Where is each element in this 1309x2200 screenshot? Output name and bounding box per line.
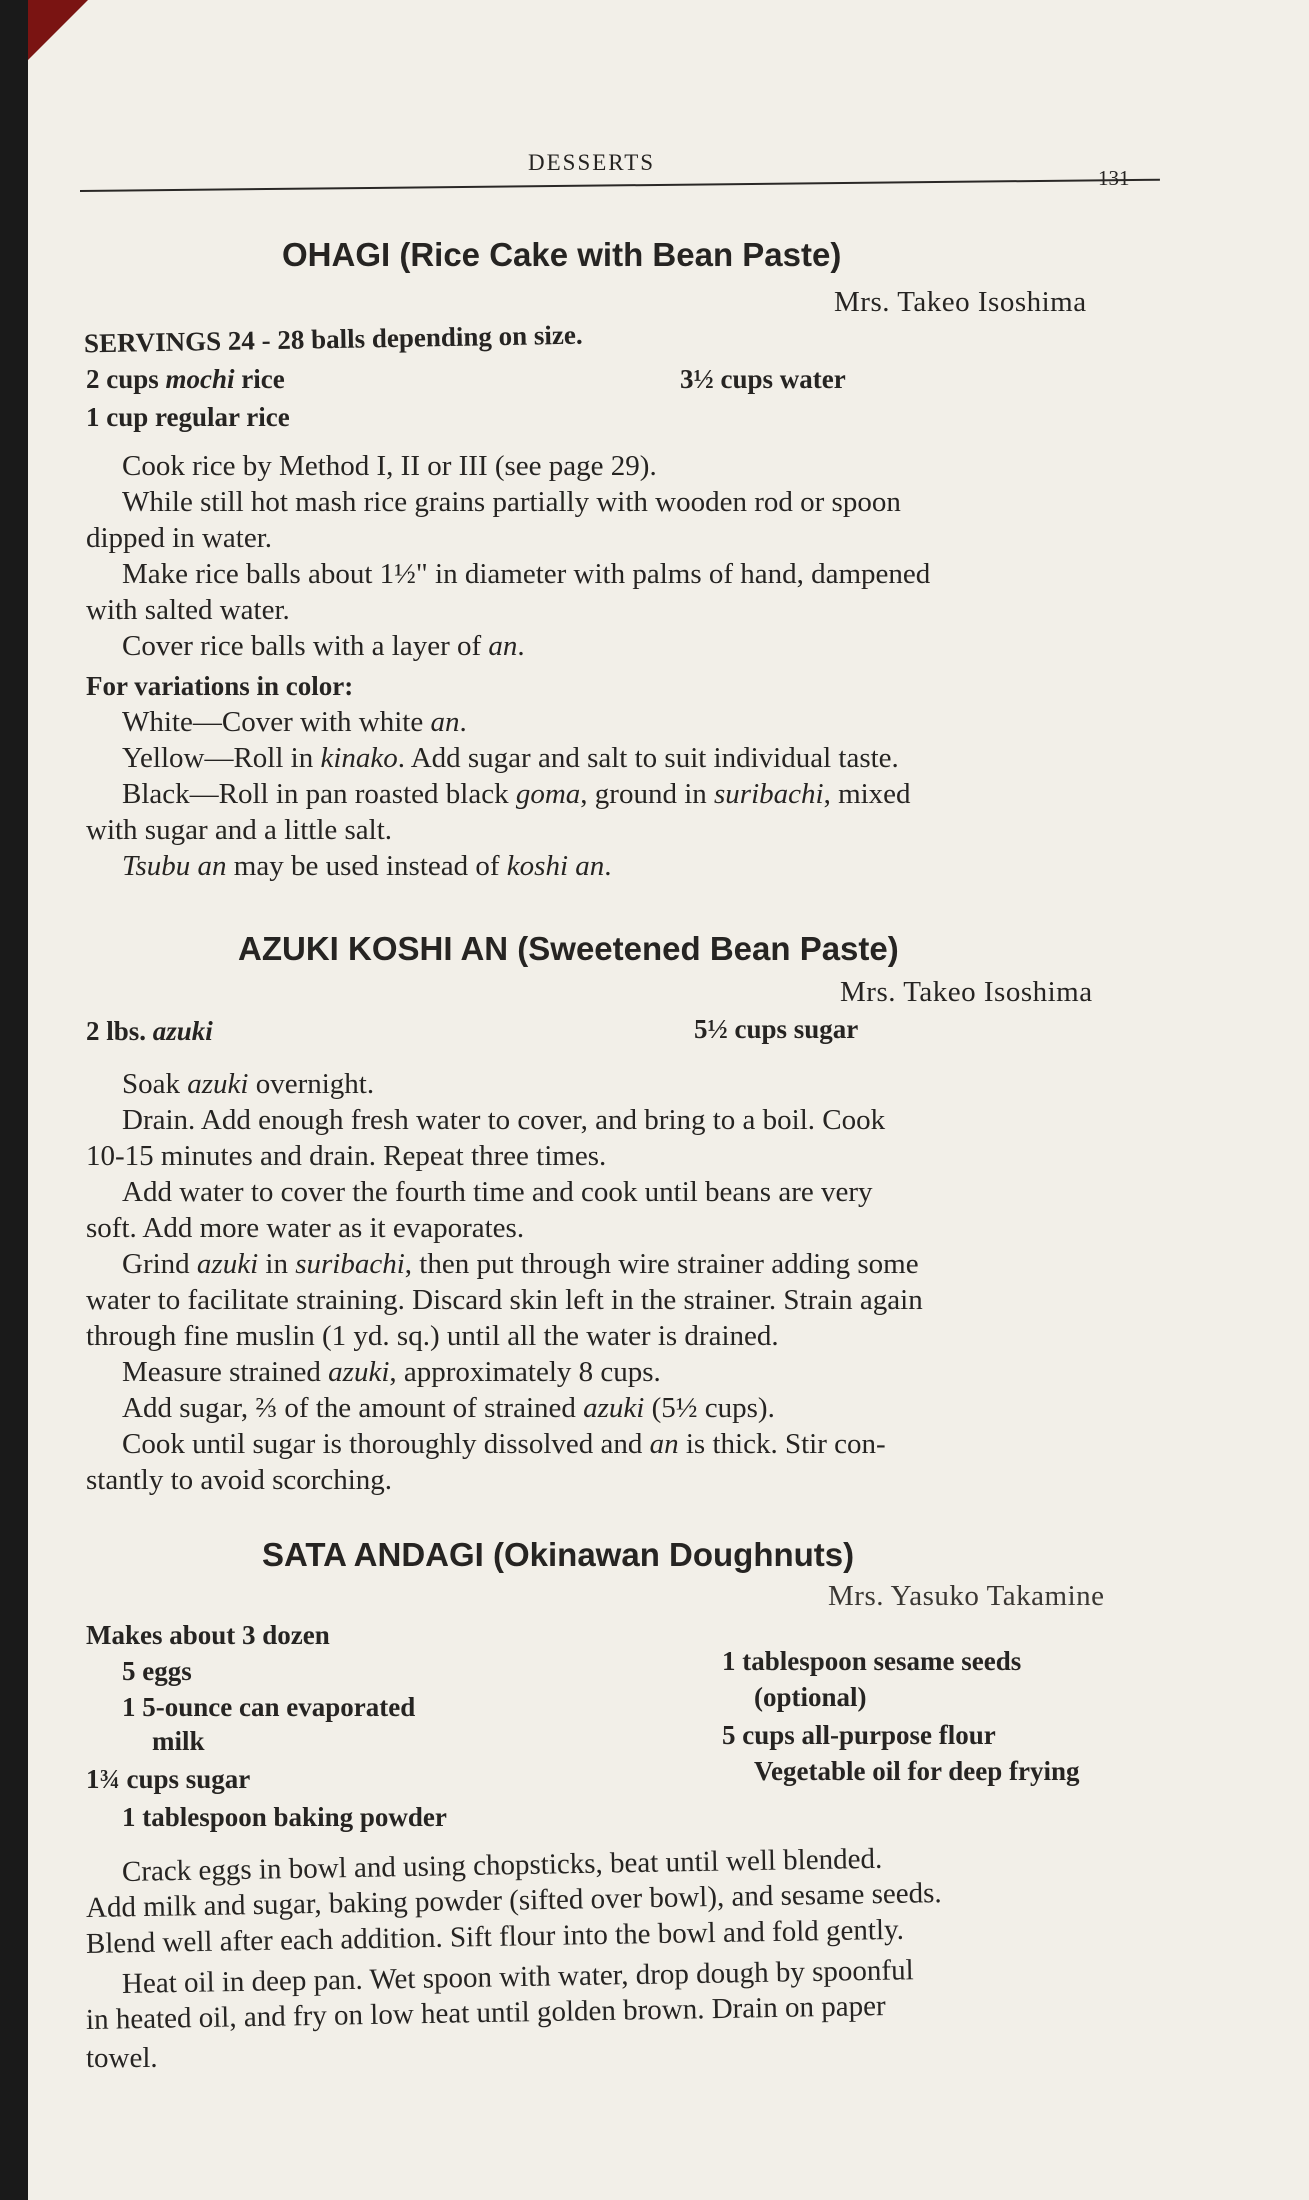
ingredient: 1 cup regular rice xyxy=(86,402,290,432)
ingredient: 5 eggs xyxy=(122,1656,192,1686)
servings-ohagi: SERVINGS 24 - 28 balls depending on size. xyxy=(83,319,583,359)
step-text: Measure strained azuki, approximately 8 cups. xyxy=(122,1356,661,1388)
ingredient: milk xyxy=(152,1726,205,1756)
step-text: soft. Add more water as it evaporates. xyxy=(86,1212,525,1244)
step-text: stantly to avoid scorching. xyxy=(86,1464,393,1496)
page-number: 131 xyxy=(1098,166,1130,190)
step-text: Heat oil in deep pan. Wet spoon with water, drop dough by spoonful xyxy=(121,1954,914,2000)
step-text: Cook rice by Method I, II or III (see page 29). xyxy=(122,450,657,482)
running-head: DESSERTS xyxy=(528,150,656,175)
step-text: with salted water. xyxy=(86,594,290,626)
ingredient: (optional) xyxy=(754,1682,867,1712)
step-text: Make rice balls about 1½" in diameter with palms of hand, dampened xyxy=(122,558,931,590)
ingredient: 5 cups all-purpose flour xyxy=(722,1720,996,1750)
recipe-author-ohagi: Mrs. Takeo Isoshima xyxy=(834,286,1087,318)
step-text: 10-15 minutes and drain. Repeat three times. xyxy=(86,1140,607,1172)
step-text: Yellow—Roll in kinako. Add sugar and salt to suit individual taste. xyxy=(122,742,899,774)
step-text: Add water to cover the fourth time and cook until beans are very xyxy=(122,1176,873,1208)
step-text: Tsubu an may be used instead of koshi an. xyxy=(122,850,612,882)
step-text: Cover rice balls with a layer of an. xyxy=(122,630,525,662)
step-text: Crack eggs in bowl and using chopsticks, beat until well blended. xyxy=(121,1842,883,1888)
cookbook-page xyxy=(28,0,1309,2200)
step-text: dipped in water. xyxy=(86,522,273,554)
ingredient: 3½ cups water xyxy=(680,364,846,394)
recipe-title-ohagi: OHAGI (Rice Cake with Bean Paste) xyxy=(282,236,842,273)
step-text: White—Cover with white an. xyxy=(122,706,467,738)
recipe-author-sata-andagi: Mrs. Yasuko Takamine xyxy=(828,1580,1105,1612)
ingredient: 1 tablespoon baking powder xyxy=(122,1802,447,1832)
ingredient: Vegetable oil for deep frying xyxy=(754,1756,1080,1786)
recipe-title-sata-andagi: SATA ANDAGI (Okinawan Doughnuts) xyxy=(262,1536,855,1573)
step-text: through fine muslin (1 yd. sq.) until all the water is drained. xyxy=(86,1320,779,1352)
step-text: Black—Roll in pan roasted black goma, ground in suribachi, mixed xyxy=(122,778,911,810)
header-rule xyxy=(80,179,1160,192)
step-text: water to facilitate straining. Discard skin left in the strainer. Strain again xyxy=(86,1284,923,1316)
step-text: While still hot mash rice grains partially with wooden rod or spoon xyxy=(122,486,901,518)
ingredient: 1 tablespoon sesame seeds xyxy=(722,1646,1022,1676)
step-text: Soak azuki overnight. xyxy=(122,1068,375,1100)
recipe-author-azuki: Mrs. Takeo Isoshima xyxy=(840,976,1093,1008)
step-text: in heated oil, and fry on low heat until golden brown. Drain on paper xyxy=(85,1990,886,2036)
variations-heading: For variations in color: xyxy=(86,671,354,701)
step-text: Blend well after each addition. Sift flour into the bowl and fold gently. xyxy=(85,1913,905,1960)
ingredient: 1 5-ounce can evaporated xyxy=(122,1692,416,1722)
step-text: towel. xyxy=(86,2042,158,2074)
step-text: Grind azuki in suribachi, then put through wire strainer adding some xyxy=(122,1248,919,1280)
book-cover-corner xyxy=(28,0,88,60)
ingredient: 5½ cups sugar xyxy=(694,1014,859,1044)
ingredient: 2 lbs. azuki xyxy=(86,1016,213,1046)
step-text: Add milk and sugar, baking powder (sifted over bowl), and sesame seeds. xyxy=(85,1877,942,1924)
ingredient: 1¾ cups sugar xyxy=(86,1764,251,1794)
ingredient: 2 cups mochi rice xyxy=(86,364,285,394)
yield-text: Makes about 3 dozen xyxy=(86,1620,330,1650)
recipe-title-azuki: AZUKI KOSHI AN (Sweetened Bean Paste) xyxy=(238,930,899,967)
step-text: Drain. Add enough fresh water to cover, and bring to a boil. Cook xyxy=(122,1104,886,1136)
step-text: Cook until sugar is thoroughly dissolved and an is thick. Stir con- xyxy=(122,1428,886,1460)
step-text: with sugar and a little salt. xyxy=(86,814,393,846)
step-text: Add sugar, ⅔ of the amount of strained azuki (5½ cups). xyxy=(122,1392,775,1424)
